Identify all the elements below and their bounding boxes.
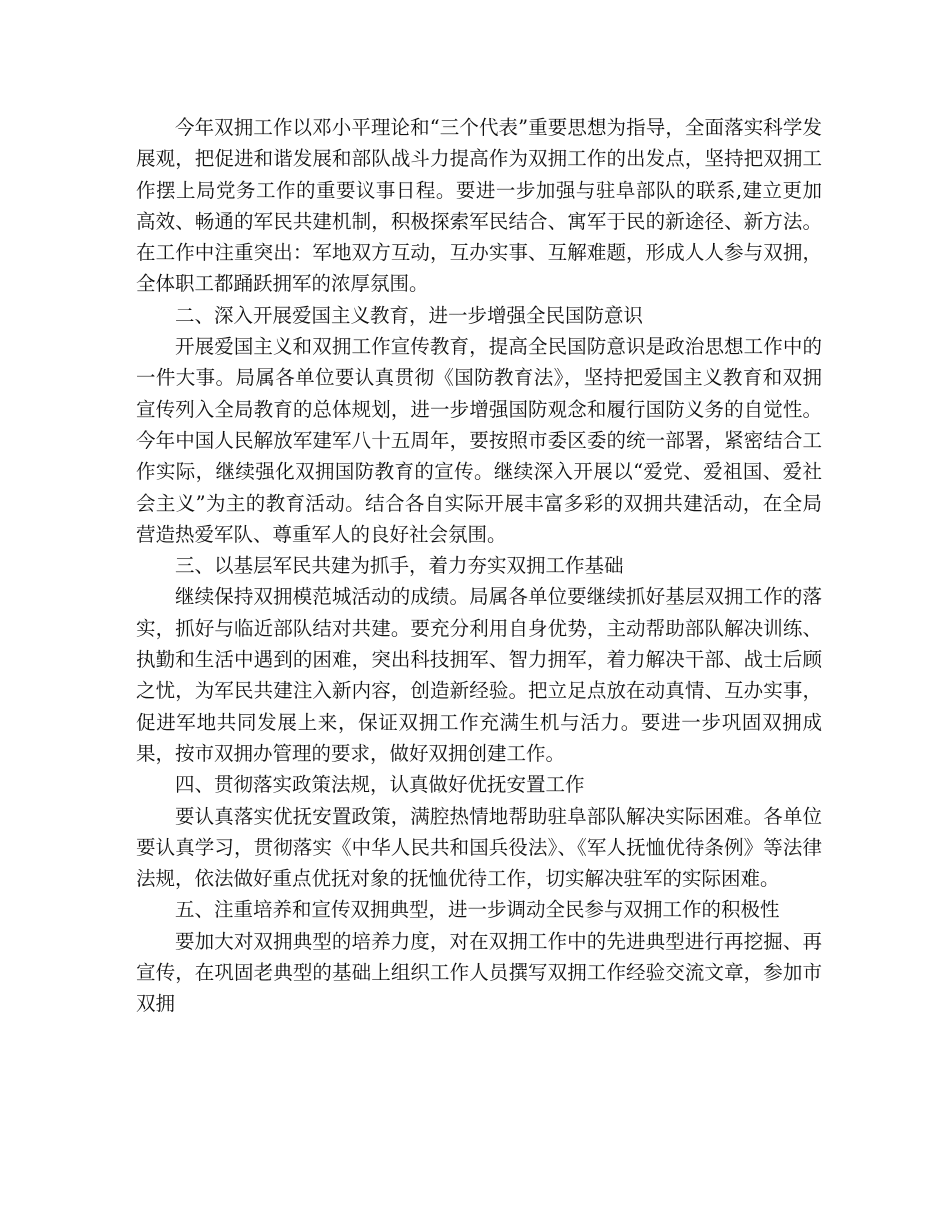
paragraph-section-3: 继续保持双拥模范城活动的成绩。局属各单位要继续抓好基层双拥工作的落实，抓好与临近部队结对共建。要充分利用自身优势，主动帮助部队解决训练、执勤和生活中遇到的困难，突出科技拥军、智力拥军，着力解决干部、战士后顾之忧，为军民共建注入新内容，创造新经验。把立足点放在动真情、互办实事，促进军地共同发展上来，保证双拥工作充满生机与活力。要进一步巩固双拥成果，按市双拥办管理的要求，做好双拥创建工作。 xyxy=(136,585,822,765)
section-heading-3: 三、以基层军民共建为抓手，着力夯实双拥工作基础 xyxy=(175,554,624,578)
paragraph-section-2: 开展爱国主义和双拥工作宣传教育，提高全民国防意识是政治思想工作中的一件大事。局属各单位要认真贯彻《国防教育法》，坚持把爱国主义教育和双拥宣传列入全局教育的总体规划，进一步增强国防观念和履行国防义务的自觉性。今年中国人民解放军建军八十五周年，要按照市委区委的统一部署，紧密结合工作实际，继续强化双拥国防教育的宣传。继续深入开展以“爱党、爱祖国、爱社会主义”为主的教育活动。结合各自实际开展丰富多彩的双拥共建活动，在全局营造热爱军队、尊重军人的良好社会氛围。 xyxy=(136,335,822,546)
section-heading-4: 四、贯彻落实政策法规，认真做好优抚安置工作 xyxy=(175,773,585,797)
paragraph-intro: 今年双拥工作以邓小平理论和“三个代表”重要思想为指导，全面落实科学发展观，把促进和谐发展和部队战斗力提高作为双拥工作的出发点，坚持把双拥工作摆上局党务工作的重要议事日程。要进一步加强与驻阜部队的联系,建立更加高效、畅通的军民共建机制，积极探索军民结合、寓军于民的新途径、新方法。在工作中注重突出：军地双方互动，互办实事、互解难题，形成人人参与双拥，全体职工都踊跃拥军的浓厚氛围。 xyxy=(136,116,822,296)
paragraph-section-5: 要加大对双拥典型的培养力度，对在双拥工作中的先进典型进行再挖掘、再宣传，在巩固老典型的基础上组织工作人员撰写双拥工作经验交流文章，参加市双拥 xyxy=(136,929,822,1016)
section-heading-5: 五、注重培养和宣传双拥典型，进一步调动全民参与双拥工作的积极性 xyxy=(175,898,780,922)
paragraph-section-4: 要认真落实优抚安置政策，满腔热情地帮助驻阜部队解决实际困难。各单位要认真学习，贯彻落实《中华人民共和国兵役法》、《军人抚恤优待条例》等法律法规，依法做好重点优抚对象的抚恤优待工作，切实解决驻军的实际困难。 xyxy=(136,804,822,891)
section-heading-2: 二、深入开展爱国主义教育，进一步增强全民国防意识 xyxy=(175,303,644,327)
